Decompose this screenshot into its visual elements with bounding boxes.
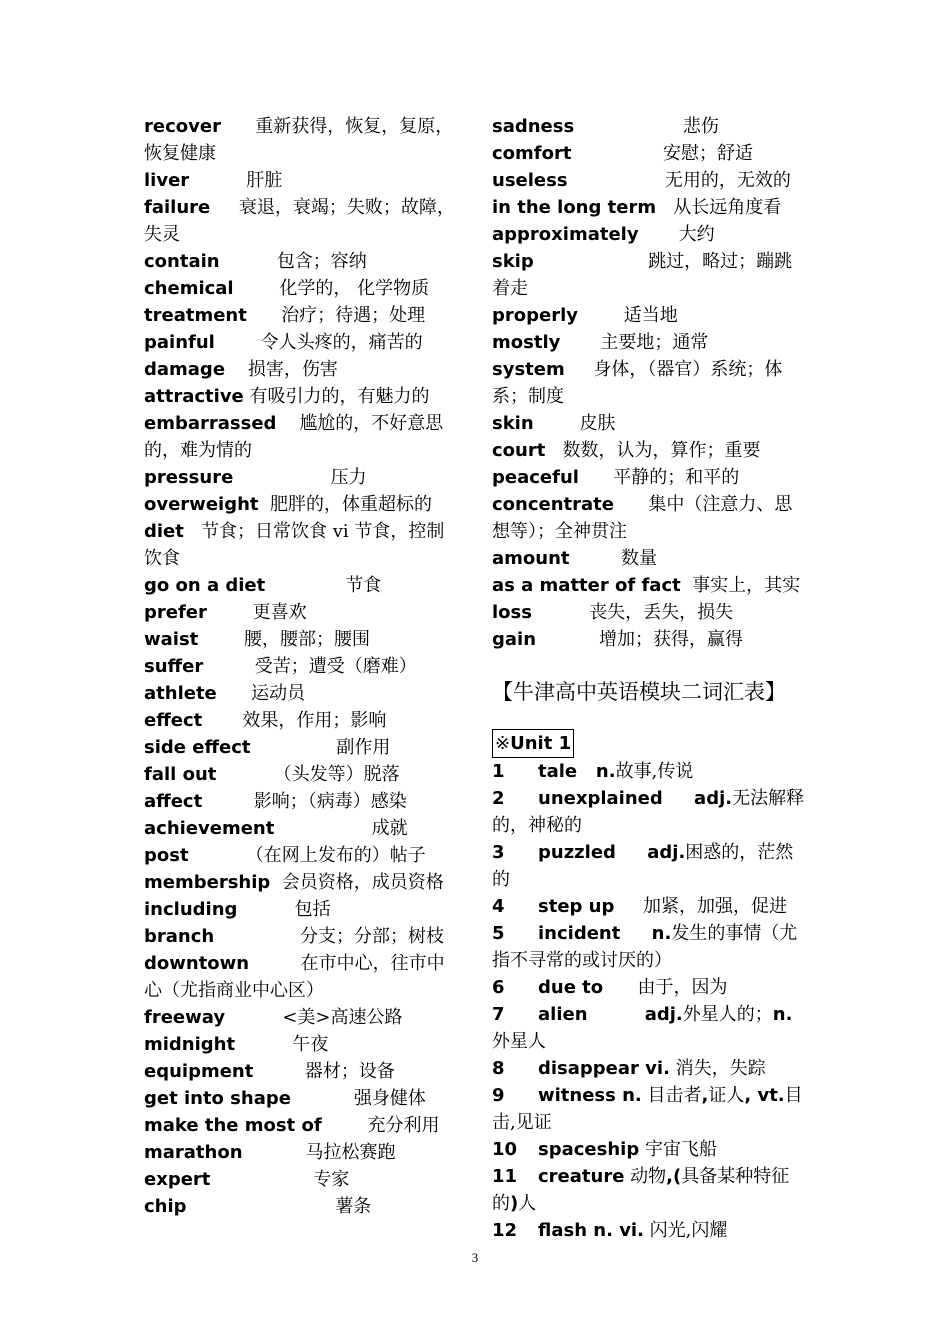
vocab-word: fall out: [144, 764, 217, 785]
vocab-gap: [534, 413, 580, 434]
vocab-definition: 受苦；遭受（磨难）: [254, 656, 417, 677]
unit-vocab-entry: [492, 839, 808, 893]
vocab-definition: 大约: [678, 224, 715, 245]
vocab-gap: [259, 494, 270, 515]
vocab-definition: 治疗；待遇；处理: [281, 305, 426, 326]
vocab-word: flash n. vi.: [538, 1220, 644, 1241]
vocab-definition: 适当地: [623, 305, 678, 326]
vocab-definition: 证人: [708, 1085, 745, 1106]
unit-vocab-entry: [492, 974, 808, 1001]
unit-vocab-entry: [492, 1001, 808, 1055]
vocab-definition: 损害，伤害: [247, 359, 338, 380]
vocab-definition: 成就: [371, 818, 408, 839]
entry-number: 9: [492, 1085, 505, 1106]
vocab-word: make the most of: [144, 1115, 322, 1136]
vocab-word: concentrate: [492, 494, 614, 515]
vocab-gap: [235, 1034, 292, 1055]
vocab-definition: 人: [518, 1193, 537, 1214]
vocab-word: equipment: [144, 1061, 254, 1082]
vocab-word: embarrassed: [144, 413, 277, 434]
vocab-definition: 加紧，加强，促进: [614, 896, 787, 917]
vocab-entry: [492, 302, 808, 329]
vocab-definition: 事实上，其实: [692, 575, 801, 596]
vocab-word: suffer: [144, 656, 204, 677]
vocab-definition: 薯条: [335, 1196, 372, 1217]
vocab-entry: [144, 842, 460, 869]
vocab-word: marathon: [144, 1142, 243, 1163]
vocab-word: attractive: [144, 386, 244, 407]
vocab-entry: [492, 491, 808, 545]
entry-number: 6: [492, 977, 505, 998]
vocab-gap: [614, 494, 648, 515]
vocab-word: liver: [144, 170, 190, 191]
entry-number: 1: [492, 761, 505, 782]
vocab-entry: [492, 437, 808, 464]
vocab-gap: [187, 1196, 336, 1217]
vocab-gap: [274, 818, 371, 839]
vocab-word: skip: [492, 251, 534, 272]
entry-number: 10: [492, 1139, 518, 1160]
vocab-entry: [492, 113, 808, 140]
vocab-definition: 副作用: [336, 737, 391, 758]
vocab-word: court: [492, 440, 546, 461]
vocab-definition: 动物: [624, 1166, 667, 1187]
vocab-word: incident n.: [538, 923, 672, 944]
vocab-word: diet: [144, 521, 184, 542]
vocab-definition: 影响；（病毒）感染: [253, 791, 407, 812]
vocab-word: painful: [144, 332, 215, 353]
vocab-definition: 效果，作用；影响: [242, 710, 387, 731]
vocab-definition: 运动员: [251, 683, 306, 704]
vocab-definition: 压力: [330, 467, 367, 488]
vocab-gap: [251, 737, 337, 758]
vocab-entry: [144, 680, 460, 707]
vocab-entry: [492, 221, 808, 248]
vocab-entry: [144, 275, 460, 302]
entry-number: 5: [492, 923, 505, 944]
vocab-gap: [656, 197, 673, 218]
vocab-word: damage: [144, 359, 226, 380]
vocab-definition: 闪光,闪耀: [643, 1220, 728, 1241]
vocab-gap: [215, 332, 261, 353]
entry-number: 11: [492, 1166, 518, 1187]
vocab-word: achievement: [144, 818, 275, 839]
entry-number: 7: [492, 1004, 505, 1025]
vocab-gap: [225, 359, 248, 380]
vocab-word: contain: [144, 251, 220, 272]
entry-number: 2: [492, 788, 505, 809]
vocab-entry: [144, 1085, 460, 1112]
vocab-gap: [578, 305, 624, 326]
unit-vocab-entry: [492, 1136, 808, 1163]
vocab-definition: 节食: [345, 575, 382, 596]
vocab-gap: [184, 521, 201, 542]
vocab-gap: [291, 1088, 354, 1109]
vocab-definition: 分支；分部；树枝: [300, 926, 445, 947]
vocab-definition: 包含；容纳: [276, 251, 367, 272]
vocab-gap: [534, 251, 648, 272]
vocab-definition: 悲伤: [682, 116, 719, 137]
right-word-list: [492, 113, 808, 653]
vocab-entry: [144, 869, 460, 896]
vocab-entry: [492, 599, 808, 626]
vocab-word: treatment: [144, 305, 247, 326]
vocab-entry: [144, 1193, 460, 1220]
vocab-definition: （头发等）脱落: [273, 764, 400, 785]
vocab-definition: 尴尬的，不好意思的，难为情的: [144, 413, 444, 461]
unit-vocab-entry: [492, 1217, 808, 1244]
vocab-entry: [144, 1139, 460, 1166]
vocab-entry: [144, 896, 460, 923]
vocab-definition: 包括: [294, 899, 331, 920]
vocab-gap: [536, 629, 599, 650]
vocab-definition: 外星人: [492, 1031, 546, 1052]
left-column: [144, 113, 460, 1220]
vocab-word: disappear vi.: [538, 1058, 670, 1079]
vocab-entry: [144, 302, 460, 329]
section-title: 【牛津高中英语模块二词汇表】: [492, 680, 786, 704]
vocab-gap: [233, 467, 330, 488]
vocab-definition: 午夜: [292, 1034, 329, 1055]
unit-label-text: Unit 1: [510, 733, 572, 754]
vocab-entry: [144, 356, 460, 383]
vocab-word: peaceful: [492, 467, 579, 488]
vocab-gap: [560, 332, 600, 353]
unit-vocab-entry: [492, 1082, 808, 1136]
vocab-entry: [144, 950, 460, 1004]
vocab-entry: [144, 734, 460, 761]
vocab-gap: [234, 278, 280, 299]
unit-label-box: [492, 729, 574, 758]
vocab-word: chip: [144, 1196, 187, 1217]
vocab-gap: [681, 575, 692, 596]
vocab-definition: 数量: [621, 548, 658, 569]
vocab-word: properly: [492, 305, 579, 326]
vocab-definition: 从长远角度看: [673, 197, 782, 218]
vocab-word: gain: [492, 629, 537, 650]
vocab-word: creature: [538, 1166, 625, 1187]
vocab-gap: [265, 575, 345, 596]
vocab-word: including: [144, 899, 238, 920]
vocab-definition: 专家: [313, 1169, 350, 1190]
vocab-definition: 节食；日常饮食 vi 节食，控制饮食: [144, 521, 445, 569]
vocab-word: midnight: [144, 1034, 236, 1055]
vocab-word: chemical: [144, 278, 234, 299]
vocab-entry: [492, 329, 808, 356]
vocab-definition: 无用的，无效的: [664, 170, 791, 191]
vocab-word: approximately: [492, 224, 639, 245]
vocab-word: post: [144, 845, 189, 866]
unit-vocab-entry: [492, 1163, 808, 1217]
vocab-word: branch: [144, 926, 215, 947]
vocab-entry: [144, 383, 460, 410]
vocab-definition: 腰，腰部；腰围: [244, 629, 371, 650]
vocab-word: get into shape: [144, 1088, 291, 1109]
vocab-definition: 困惑的，茫然的: [492, 842, 794, 890]
vocab-definition: 平静的；和平的: [613, 467, 740, 488]
vocab-gap: [202, 710, 242, 731]
vocab-definition: 丧失，丢失，损失: [589, 602, 734, 623]
vocab-entry: [144, 1166, 460, 1193]
vocab-definition: 更喜欢: [252, 602, 307, 623]
vocab-definition: 外星人的；: [682, 1004, 773, 1025]
vocab-definition: 消失，失踪: [669, 1058, 766, 1079]
vocab-definition: 故事,传说: [615, 761, 694, 782]
vocab-word: go on a diet: [144, 575, 266, 596]
vocab-gap: [574, 116, 683, 137]
vocab-word: unexplained adj.: [538, 788, 733, 809]
vocab-word: puzzled adj.: [538, 842, 686, 863]
vocab-definition: 集中（注意力、思想等）；全神贯注: [492, 494, 793, 542]
vocab-gap: [639, 224, 679, 245]
vocab-word: spaceship: [538, 1139, 640, 1160]
vocab-entry: [144, 761, 460, 788]
part-of-speech: n.: [772, 1004, 793, 1025]
vocab-word: side effect: [144, 737, 251, 758]
vocab-gap: [545, 440, 562, 461]
vocab-word: tale n.: [538, 761, 616, 782]
vocab-gap: [570, 548, 622, 569]
vocab-entry: [144, 923, 460, 950]
vocab-word: system: [492, 359, 565, 380]
vocab-entry: [492, 356, 808, 410]
vocab-word: loss: [492, 602, 532, 623]
vocab-gap: [249, 953, 301, 974]
vocab-definition: 皮肤: [579, 413, 616, 434]
vocab-word: mostly: [492, 332, 561, 353]
vocab-word: useless: [492, 170, 568, 191]
vocab-word: comfort: [492, 143, 572, 164]
vocab-entry: [144, 815, 460, 842]
unit-heading: [492, 729, 808, 758]
vocab-definition: 具备某种特征的: [492, 1166, 790, 1214]
vocab-definition: 目击者: [641, 1085, 702, 1106]
vocab-gap: [532, 602, 589, 623]
vocab-definition: 令人头疼的，痛苦的: [260, 332, 423, 353]
vocab-definition: 重新获得，恢复，复原，恢复健康: [144, 116, 454, 164]
vocab-definition: 数数，认为，算作；重要: [562, 440, 761, 461]
vocab-entry: [492, 626, 808, 653]
unit-vocab-entry: [492, 758, 808, 785]
vocab-entry: [144, 572, 460, 599]
vocab-gap: [237, 899, 294, 920]
vocab-gap: [210, 1169, 313, 1190]
part-of-speech: , vt.: [744, 1085, 785, 1106]
vocab-definition: 身体，（器官）系统；体系；制度: [492, 359, 783, 407]
vocab-word: skin: [492, 413, 534, 434]
vocab-definition: 强身健体: [353, 1088, 426, 1109]
vocab-gap: [565, 359, 594, 380]
vocab-definition: 无法解释的，神秘的: [492, 788, 805, 836]
part-of-speech: adj.: [644, 1004, 683, 1025]
vocab-entry: [144, 491, 460, 518]
unit-vocab-entry: [492, 920, 808, 974]
vocab-definition: 宇宙飞船: [639, 1139, 717, 1160]
vocab-word: step up: [538, 896, 615, 917]
vocab-entry: [144, 653, 460, 680]
punctuation: ,: [701, 1085, 709, 1106]
part-of-speech: ): [510, 1193, 519, 1214]
vocab-entry: [144, 626, 460, 653]
vocab-gap: [203, 656, 255, 677]
vocab-gap: [220, 251, 277, 272]
vocab-gap: [225, 1007, 282, 1028]
vocab-entry: [492, 464, 808, 491]
vocab-definition: 主要地；通常: [600, 332, 709, 353]
page-number: 3: [471, 1250, 479, 1265]
vocab-definition: 化学的， 化学物质: [279, 278, 430, 299]
vocab-definition: 肥胖的，体重超标的: [269, 494, 432, 515]
vocab-word: amount: [492, 548, 570, 569]
vocab-gap: [247, 305, 281, 326]
vocab-entry: [144, 1004, 460, 1031]
vocab-gap: [568, 170, 665, 191]
vocab-definition: 衰退，衰竭；失败；故障，失灵: [144, 197, 455, 245]
vocab-definition: 会员资格，成员资格: [281, 872, 444, 893]
vocab-definition: 增加；获得，赢得: [598, 629, 743, 650]
vocab-word: downtown: [144, 953, 250, 974]
vocab-entry: [144, 788, 460, 815]
vocab-word: waist: [144, 629, 199, 650]
vocab-definition: （在网上发布的）帖子: [245, 845, 426, 866]
vocab-gap: [221, 116, 255, 137]
vocab-gap: [189, 845, 246, 866]
vocab-entry: [144, 1031, 460, 1058]
vocab-gap: [270, 872, 281, 893]
vocab-word: witness n.: [538, 1085, 642, 1106]
vocab-definition: 由于，因为: [603, 977, 728, 998]
vocab-gap: [210, 197, 239, 218]
vocab-entry: [144, 113, 460, 167]
vocab-gap: [322, 1115, 368, 1136]
vocab-gap: [571, 143, 663, 164]
vocab-gap: [276, 413, 299, 434]
vocab-definition: 目击,见证: [492, 1085, 803, 1133]
entry-number: 12: [492, 1220, 518, 1241]
vocab-entry: [492, 545, 808, 572]
vocab-gap: [588, 1004, 645, 1025]
vocab-entry: [144, 707, 460, 734]
vocab-entry: [144, 464, 460, 491]
vocab-entry: [144, 248, 460, 275]
vocab-definition: 充分利用: [367, 1115, 440, 1136]
vocab-word: recover: [144, 116, 221, 137]
vocab-definition: 有吸引力的，有魅力的: [249, 386, 430, 407]
unit-vocab-entry: [492, 1055, 808, 1082]
vocab-definition: 马拉松赛跑: [305, 1142, 396, 1163]
vocab-entry: [492, 248, 808, 302]
vocab-gap: [202, 791, 254, 812]
unit-vocab-entry: [492, 785, 808, 839]
vocab-gap: [198, 629, 244, 650]
vocab-entry: [492, 410, 808, 437]
vocab-word: effect: [144, 710, 203, 731]
vocab-word: due to: [538, 977, 604, 998]
vocab-entry: [144, 599, 460, 626]
vocab-entry: [144, 329, 460, 356]
vocab-gap: [189, 170, 246, 191]
vocab-entry: [144, 1058, 460, 1085]
vocab-word: freeway: [144, 1007, 226, 1028]
entry-number: 4: [492, 896, 505, 917]
vocab-word: in the long term: [492, 197, 657, 218]
vocab-word: sadness: [492, 116, 575, 137]
vocab-gap: [579, 467, 613, 488]
unit-word-list: [492, 758, 808, 1244]
vocab-word: overweight: [144, 494, 259, 515]
vocab-word: failure: [144, 197, 211, 218]
vocab-word: affect: [144, 791, 203, 812]
vocab-definition: 跳过，略过；蹦跳着走: [492, 251, 793, 299]
punctuation: ,(: [666, 1166, 682, 1187]
unit-vocab-entry: [492, 893, 808, 920]
vocab-gap: [253, 1061, 305, 1082]
vocab-definition: 在市中心，往市中心（尤指商业中心区）: [144, 953, 445, 1001]
vocab-entry: [144, 1112, 460, 1139]
entry-number: 8: [492, 1058, 505, 1079]
vocab-word: alien: [538, 1004, 588, 1025]
vocab-gap: [216, 764, 273, 785]
vocab-definition: <美>高速公路: [282, 1007, 403, 1028]
right-column: [492, 113, 808, 1244]
vocab-word: membership: [144, 872, 271, 893]
vocab-definition: 发生的事情（尤指不寻常的或讨厌的）: [492, 923, 798, 971]
vocab-entry: [492, 140, 808, 167]
vocab-definition: 器材；设备: [304, 1061, 395, 1082]
vocab-entry: [144, 518, 460, 572]
vocab-definition: 肝脏: [246, 170, 283, 191]
vocab-gap: [214, 926, 300, 947]
vocab-entry: [144, 167, 460, 194]
vocab-entry: [492, 194, 808, 221]
vocab-word: pressure: [144, 467, 234, 488]
entry-number: 3: [492, 842, 505, 863]
vocab-gap: [207, 602, 253, 623]
vocab-gap: [243, 1142, 306, 1163]
vocab-entry: [492, 167, 808, 194]
reference-mark-icon: ※: [495, 733, 511, 754]
vocab-entry: [144, 194, 460, 248]
vocab-word: as a matter of fact: [492, 575, 681, 596]
vocab-entry: [144, 410, 460, 464]
vocab-word: prefer: [144, 602, 207, 623]
vocab-gap: [217, 683, 251, 704]
vocab-word: expert: [144, 1169, 211, 1190]
vocab-entry: [492, 572, 808, 599]
vocab-definition: 安慰；舒适: [663, 143, 754, 164]
vocab-word: athlete: [144, 683, 217, 704]
